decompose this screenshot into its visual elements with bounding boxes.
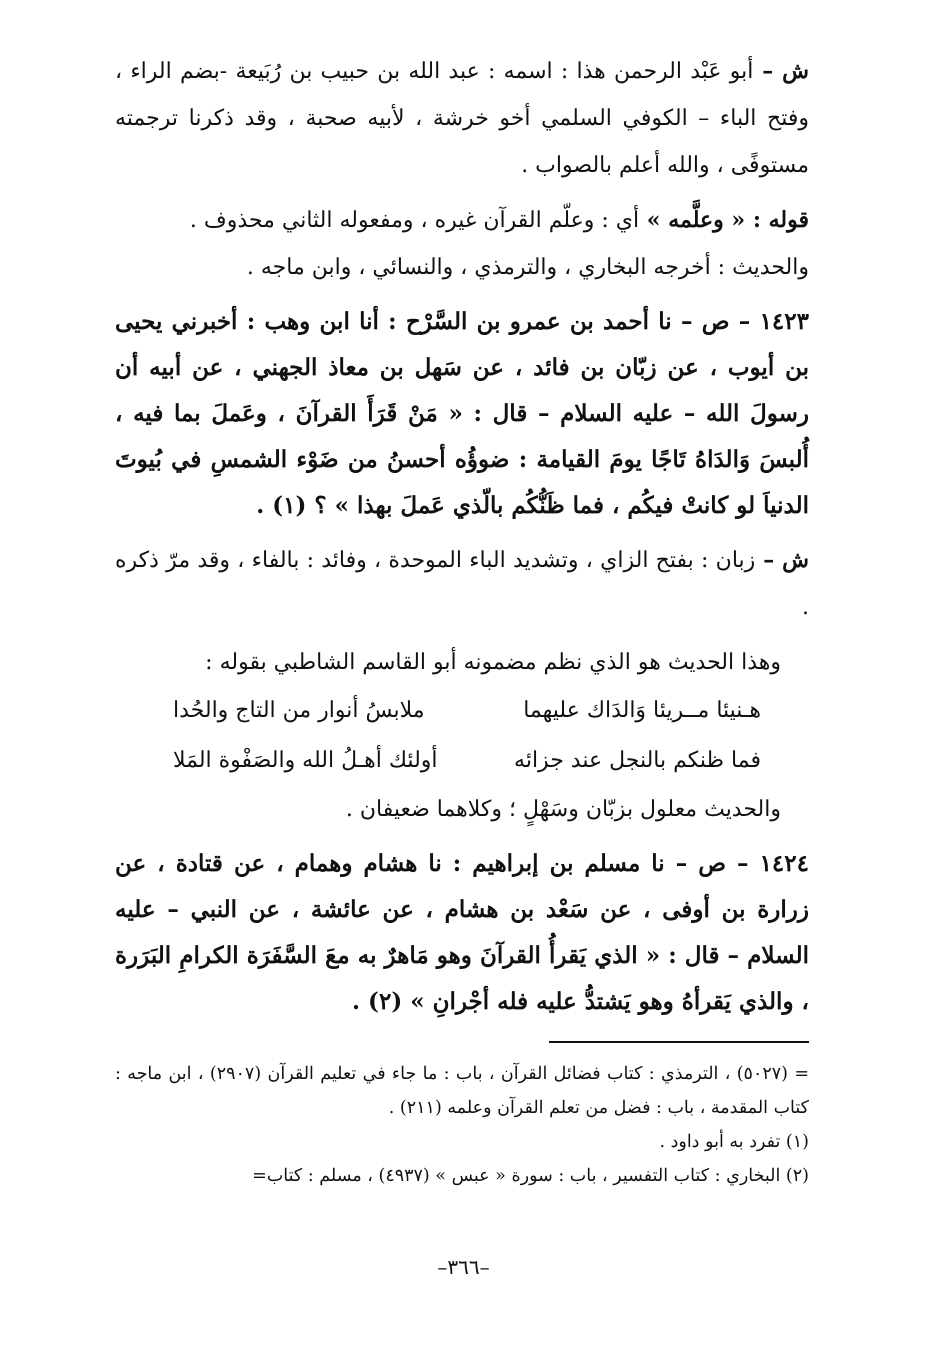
footnote-divider bbox=[549, 1041, 809, 1043]
hadith-grading: والحديث معلول بزبّان وسَهْلٍ ؛ وكلاهما ضعيفان . bbox=[345, 797, 781, 822]
commentary-paragraph-2 bbox=[115, 197, 809, 244]
takhrij-paragraph: والحديث : أخرجه البخاري ، والترمذي ، والنسائي ، وابن ماجه . bbox=[246, 255, 809, 280]
hadith-1423: ١٤٢٣ – ص – نا أحمد بن عمرو بن السَّرْح : أنا ابن وهب : أخبرني يحيى بن أيوب ، عن زبّان بن فائد ، عن سَهل بن معاذ الجهني ، عن أبيه أن رسولَ الله – عليه السلام – قال : « مَنْ قَرَأَ القرآنَ ، وعَملَ بما فيه ، أُلبسَ وَالدَاهُ تَاجًا يومَ القيامة : ضوؤُه أحسنُ من ضَوْء الشمسِ في بُيوتَ الدنياَ لو كانتْ فيكُم ، فما ظَنُّكُم بالّذي عَملَ بهذا » ؟ (١) . bbox=[115, 308, 809, 519]
poem-verse-2 bbox=[115, 736, 809, 786]
quote-lead: قوله : « وعلَّمه » bbox=[639, 207, 809, 233]
commentary-text: أبو عَبْد الرحمن هذا : اسمه : عبد الله بن حبيب بن رُبَيعة -بضم الراء ، وفتح الباء – الكوفي السلمي أخو خرشة ، لأبيه صحبة ، وقد ذكرنا ترجمته مستوفًى ، والله أعلم بالصواب . bbox=[115, 59, 809, 178]
footnote-2: (٢) البخاري : كتاب التفسير ، باب : سورة « عبس » (٤٩٣٧) ، مسلم : كتاب= bbox=[252, 1166, 809, 1186]
page-body bbox=[115, 48, 809, 1193]
verse-second-hemistich: ملابسُ أنوار من التاج والحُدا bbox=[173, 698, 425, 723]
commentary-paragraph-3 bbox=[115, 537, 809, 631]
commentary-paragraph-1 bbox=[115, 48, 809, 189]
page-number: –٣٦٦– bbox=[437, 1255, 490, 1279]
commentary-marker: ش – bbox=[753, 58, 809, 84]
footnote-continuation: = (٥٠٢٧) ، الترمذي : كتاب فضائل القرآن ، باب : ما جاء في تعليم القرآن (٢٩٠٧) ، ابن ماجه : كتاب المقدمة ، باب : فضل من تعلم القرآن وعلمه (٢١١) . bbox=[115, 1064, 809, 1118]
verse-second-hemistich: أولئك أهـلُ الله والصَفْوة المَلا bbox=[173, 748, 438, 773]
verse-first-hemistich: هـنيئا مــريئا وَالدَاك عليهما bbox=[523, 698, 761, 723]
commentary-text: زبان : بفتح الزاي ، وتشديد الباء الموحدة ، وفائد : بالفاء ، وقد مرّ ذكره . bbox=[115, 548, 809, 620]
commentary-marker: ش – bbox=[755, 547, 809, 573]
poem-intro: وهذا الحديث هو الذي نظم مضمونه أبو القاسم الشاطبي بقوله : bbox=[205, 650, 781, 675]
verse-first-hemistich: فما ظنكم بالنجل عند جزائه bbox=[514, 748, 761, 773]
footnote-1: (١) تفرد به أبو داود . bbox=[659, 1132, 809, 1152]
hadith-1424: ١٤٢٤ – ص – نا مسلم بن إبراهيم : نا هشام وهمام ، عن قتادة ، عن زرارة بن أوفى ، عن سَعْد بن هشام ، عن عائشة ، عن النبي – عليه السلام – قال : « الذي يَقرأُ القرآنَ وهو مَاهرٌ به معَ السَّفَرَة الكرامِ البَرَرة ، والذي يَقرأهُ وهو يَشتدُّ عليه فله أجْرانِ » (٢) . bbox=[115, 850, 809, 1015]
commentary-text: أي : وعلّم القرآن غيره ، ومفعوله الثاني محذوف . bbox=[189, 208, 640, 233]
poem-verse-1 bbox=[115, 686, 809, 736]
